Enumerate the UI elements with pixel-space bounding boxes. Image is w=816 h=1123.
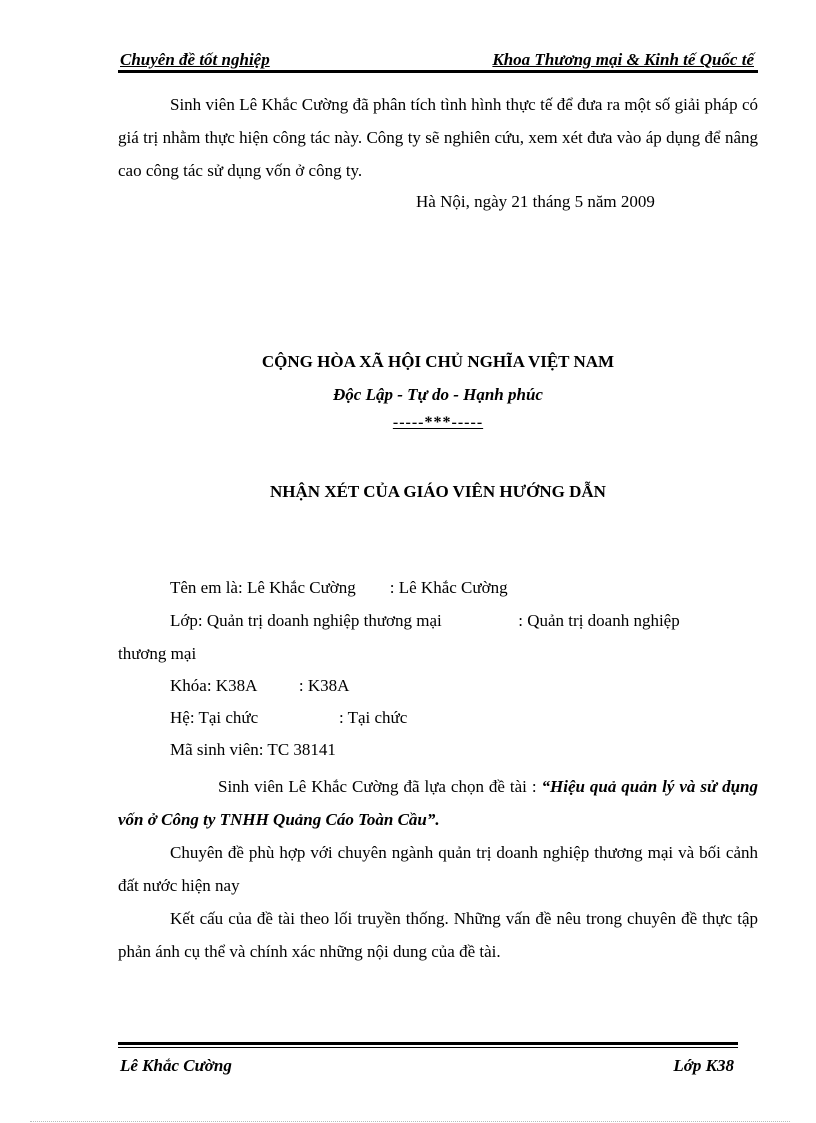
footer-class: Lớp K38 bbox=[673, 1056, 734, 1075]
stars-divider: -----***----- bbox=[392, 414, 484, 431]
page-footer bbox=[118, 1042, 738, 1082]
class-line-continued: thương mại bbox=[118, 644, 197, 663]
date-line: Hà Nội, ngày 21 tháng 5 năm 2009 bbox=[416, 192, 655, 211]
comment-paragraph-2: Kết cấu của đề tài theo lối truyền thống. Những vấn đề nêu trong chuyên đề thực tập phản ánh cụ thể và chính xác những nội dung của đề tài. bbox=[118, 909, 758, 961]
page-title: NHẬN XÉT CỦA GIÁO VIÊN HƯỚNG DẪN bbox=[270, 482, 606, 501]
course-line: Khóa: K38A : K38A bbox=[170, 676, 350, 695]
header-rule bbox=[118, 70, 758, 73]
motto: Độc Lập - Tự do - Hạnh phúc bbox=[333, 385, 543, 404]
intro-paragraph: Sinh viên Lê Khắc Cường đã phân tích tình hình thực tế để đưa ra một số giải pháp có giá trị nhằm thực hiện công tác này. Công ty sẽ nghiên cứu, xem xét đưa vào áp dụng để nâng cao công tác sử dụng vốn ở công ty. bbox=[118, 95, 758, 180]
student-id-line: Mã sinh viên: TC 38141 bbox=[170, 740, 336, 759]
topic-title: “Hiệu quả quản lý và sử dụng vốn ở Công ty TNHH Quảng Cáo Toàn Cầu”. bbox=[118, 777, 758, 829]
country-heading: CỘNG HÒA XÃ HỘI CHỦ NGHĨA VIỆT NAM bbox=[261, 352, 615, 371]
topic-paragraph bbox=[118, 770, 758, 836]
footer-rule-thick bbox=[118, 1042, 738, 1045]
system-line: Hệ: Tại chức : Tại chức bbox=[170, 708, 408, 727]
header-right-text: Khoa Thương mại & Kinh tế Quốc tế bbox=[492, 50, 754, 69]
student-name-line: Tên em là: Lê Khắc Cường : Lê Khắc Cường bbox=[170, 578, 508, 597]
class-line: Lớp: Quản trị doanh nghiệp thương mại : Quản trị doanh nghiệp bbox=[170, 611, 680, 630]
header-left-text: Chuyên đề tốt nghiệp bbox=[120, 50, 270, 69]
comment-paragraph-1: Chuyên đề phù hợp với chuyên ngành quản trị doanh nghiệp thương mại và bối cảnh đất nước hiện nay bbox=[118, 843, 758, 895]
footer-rule-thin bbox=[118, 1047, 738, 1048]
topic-prefix: Sinh viên Lê Khắc Cường đã lựa chọn đề tài : bbox=[218, 777, 542, 796]
page-header bbox=[118, 48, 758, 72]
footer-author: Lê Khắc Cường bbox=[120, 1056, 232, 1075]
